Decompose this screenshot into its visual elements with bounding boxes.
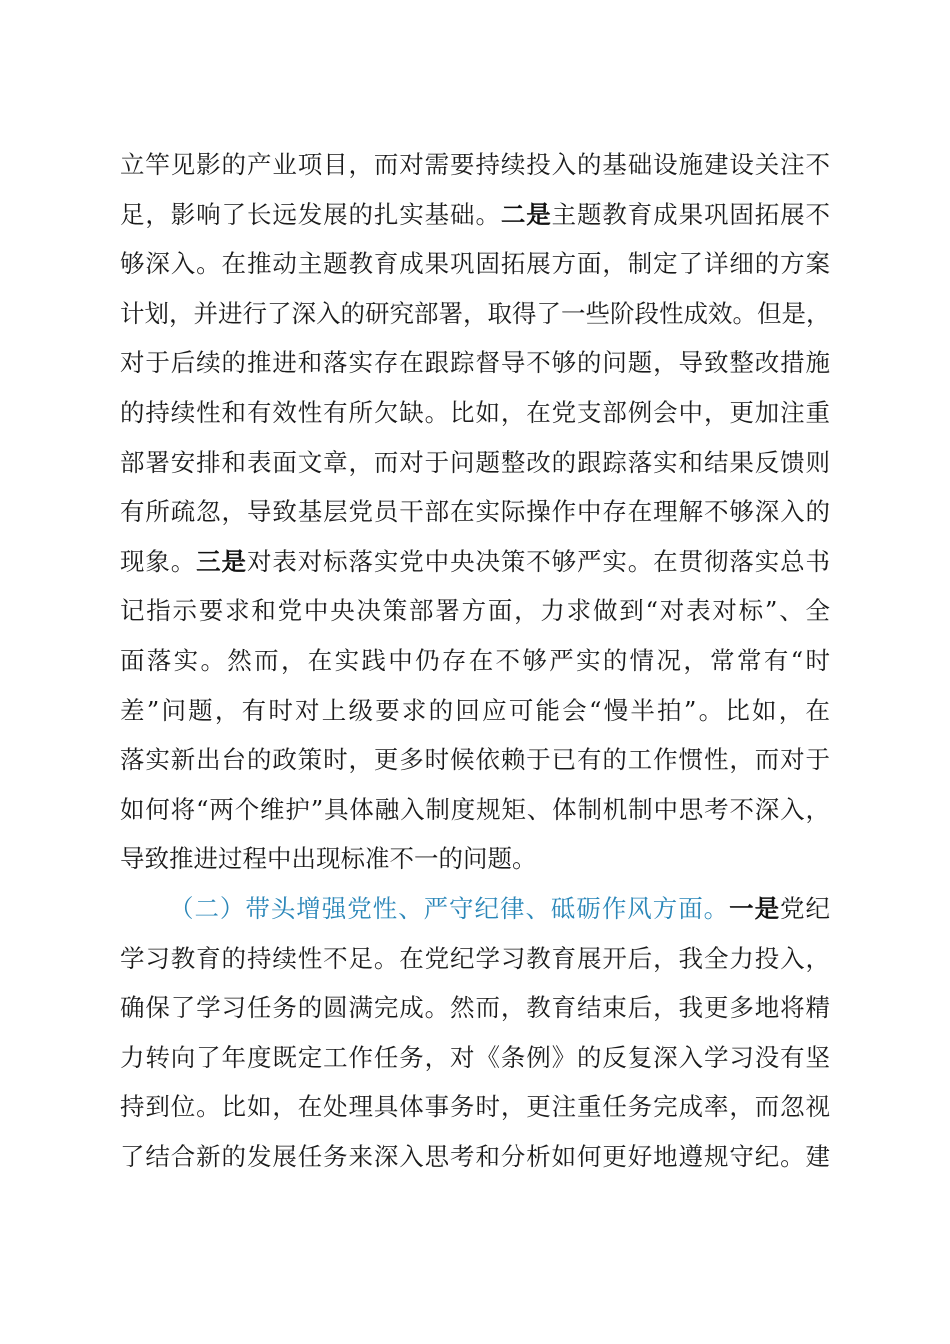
text-segment: 持到位。比如，在处理具体事务时，更注重任务完成率，而忽视 (120, 1092, 830, 1122)
bold-marker: 一是 (729, 893, 781, 923)
text-line (120, 785, 830, 835)
text-line (120, 1033, 830, 1083)
text-segment: 学习教育的持续性不足。在党纪学习教育展开后，我全力投入， (120, 943, 830, 973)
text-line (120, 1082, 830, 1132)
text-segment: 够深入。在推动主题教育成果巩固拓展方面，制定了详细的方案 (120, 249, 830, 279)
text-segment: 对表对标落实党中央决策不够严实。在贯彻落实总书 (246, 546, 830, 576)
text-line (120, 983, 830, 1033)
text-segment: 落实新出台的政策时，更多时候依赖于已有的工作惯性，而对于 (120, 745, 830, 775)
text-segment: 党纪 (780, 893, 830, 923)
text-line (120, 438, 830, 488)
text-segment: 如何将“两个维护”具体融入制度规矩、体制机制中思考不深入， (120, 794, 830, 824)
text-segment: 确保了学习任务的圆满完成。然而，教育结束后，我更多地将精 (120, 993, 830, 1023)
text-line (120, 636, 830, 686)
text-segment: 现象。 (120, 546, 197, 576)
text-line (120, 934, 830, 984)
text-line (120, 884, 830, 934)
text-line (120, 537, 830, 587)
body-text (120, 140, 830, 1181)
text-line (120, 487, 830, 537)
text-segment: 的持续性和有效性有所欠缺。比如，在党支部例会中，更加注重 (120, 397, 830, 427)
text-line (120, 289, 830, 339)
text-segment: 差”问题，有时对上级要求的回应可能会“慢半拍”。比如，在 (120, 695, 830, 725)
text-line (120, 239, 830, 289)
text-line (120, 1132, 830, 1182)
text-segment: 力转向了年度既定工作任务，对《条例》的反复深入学习没有坚 (120, 1042, 830, 1072)
bold-marker: 二是 (500, 199, 552, 229)
text-line (120, 586, 830, 636)
text-line (120, 686, 830, 736)
text-segment: 部署安排和表面文章，而对于问题整改的跟踪落实和结果反馈则 (120, 447, 830, 477)
text-segment: 足，影响了长远发展的扎实基础。 (120, 199, 501, 229)
text-line (120, 735, 830, 785)
text-line (120, 140, 830, 190)
text-line (120, 834, 830, 884)
text-segment: 面落实。然而，在实践中仍存在不够严实的情况，常常有“时 (120, 645, 830, 675)
section-heading: （二）带头增强党性、严守纪律、砥砺作风方面。 (169, 893, 730, 923)
text-line (120, 190, 830, 240)
text-segment: 记指示要求和党中央决策部署方面，力求做到“对表对标”、全 (120, 596, 830, 626)
text-segment: 对于后续的推进和落实存在跟踪督导不够的问题，导致整改措施 (120, 348, 830, 378)
text-segment: 有所疏忽，导致基层党员干部在实际操作中存在理解不够深入的 (120, 497, 830, 527)
text-line (120, 338, 830, 388)
text-segment: 了结合新的发展任务来深入思考和分析如何更好地遵规守纪。建 (120, 1141, 830, 1171)
text-segment: 立竿见影的产业项目，而对需要持续投入的基础设施建设关注不 (120, 150, 830, 179)
text-segment: 导致推进过程中出现标准不一的问题。 (120, 844, 537, 874)
text-segment: 主题教育成果巩固拓展不 (551, 199, 830, 229)
text-line (120, 388, 830, 438)
bold-marker: 三是 (196, 546, 247, 576)
text-segment: 计划，并进行了深入的研究部署，取得了一些阶段性成效。但是， (120, 298, 830, 328)
